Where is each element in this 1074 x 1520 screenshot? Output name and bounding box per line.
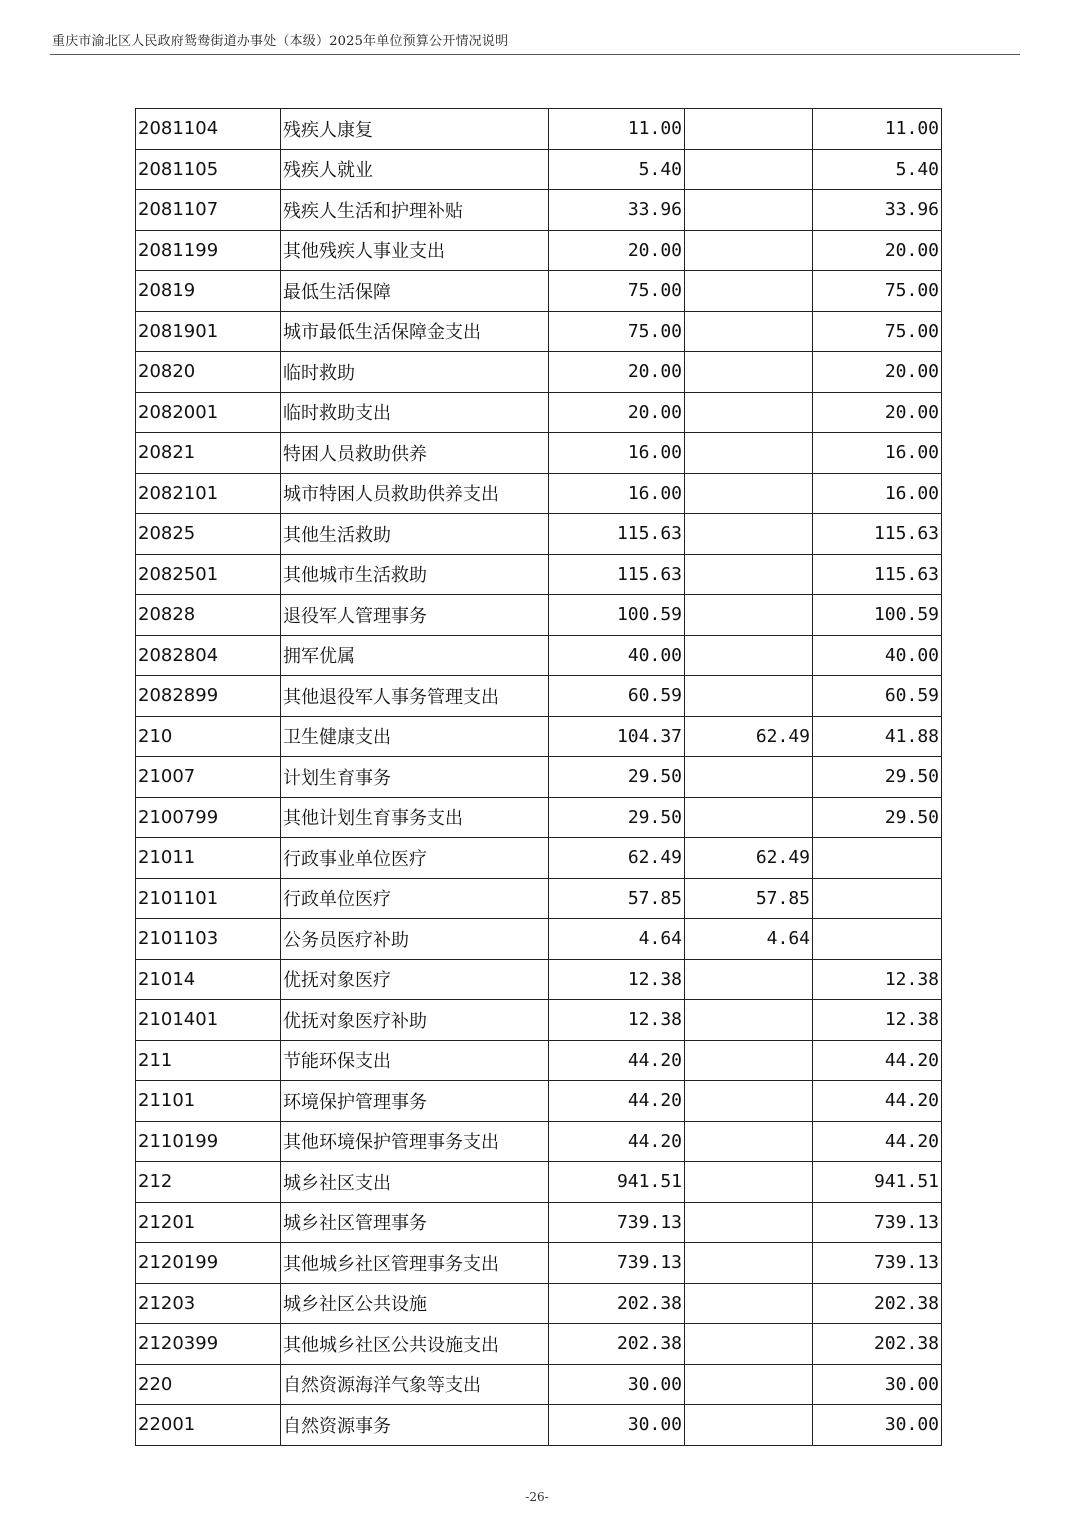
table-row <box>136 676 942 717</box>
subject-code-cell: 2081199 <box>136 230 281 271</box>
basic-expenditure-cell: 57.85 <box>685 878 813 919</box>
basic-expenditure-cell <box>685 433 813 474</box>
subject-name-cell: 拥军优属 <box>281 635 549 676</box>
basic-expenditure-cell <box>685 109 813 150</box>
total-amount-cell: 75.00 <box>549 311 685 352</box>
table-row <box>136 1324 942 1365</box>
project-expenditure-cell: 44.20 <box>813 1040 942 1081</box>
budget-table <box>135 108 942 1446</box>
total-amount-cell: 115.63 <box>549 514 685 555</box>
basic-expenditure-cell <box>685 676 813 717</box>
subject-code-cell: 2081105 <box>136 149 281 190</box>
basic-expenditure-cell <box>685 1202 813 1243</box>
total-amount-cell: 4.64 <box>549 919 685 960</box>
subject-name-cell: 其他城乡社区管理事务支出 <box>281 1243 549 1284</box>
basic-expenditure-cell <box>685 190 813 231</box>
project-expenditure-cell: 29.50 <box>813 757 942 798</box>
total-amount-cell: 33.96 <box>549 190 685 231</box>
basic-expenditure-cell <box>685 1121 813 1162</box>
basic-expenditure-cell <box>685 1040 813 1081</box>
table-row <box>136 149 942 190</box>
total-amount-cell: 30.00 <box>549 1405 685 1446</box>
project-expenditure-cell: 16.00 <box>813 473 942 514</box>
subject-name-cell: 城市特困人员救助供养支出 <box>281 473 549 514</box>
basic-expenditure-cell <box>685 1243 813 1284</box>
basic-expenditure-cell <box>685 554 813 595</box>
subject-code-cell: 211 <box>136 1040 281 1081</box>
project-expenditure-cell: 115.63 <box>813 554 942 595</box>
subject-name-cell: 退役军人管理事务 <box>281 595 549 636</box>
basic-expenditure-cell <box>685 797 813 838</box>
table-row <box>136 271 942 312</box>
basic-expenditure-cell: 62.49 <box>685 716 813 757</box>
table-row <box>136 716 942 757</box>
table-row <box>136 473 942 514</box>
project-expenditure-cell: 75.00 <box>813 271 942 312</box>
basic-expenditure-cell <box>685 352 813 393</box>
total-amount-cell: 202.38 <box>549 1324 685 1365</box>
basic-expenditure-cell <box>685 311 813 352</box>
project-expenditure-cell: 941.51 <box>813 1162 942 1203</box>
table-row <box>136 838 942 879</box>
page-number: -26- <box>525 1490 549 1504</box>
project-expenditure-cell: 33.96 <box>813 190 942 231</box>
project-expenditure-cell <box>813 838 942 879</box>
subject-code-cell: 20825 <box>136 514 281 555</box>
subject-name-cell: 优抚对象医疗 <box>281 959 549 1000</box>
subject-code-cell: 2081104 <box>136 109 281 150</box>
project-expenditure-cell <box>813 878 942 919</box>
total-amount-cell: 202.38 <box>549 1283 685 1324</box>
project-expenditure-cell: 44.20 <box>813 1081 942 1122</box>
project-expenditure-cell: 12.38 <box>813 1000 942 1041</box>
subject-name-cell: 残疾人康复 <box>281 109 549 150</box>
project-expenditure-cell: 11.00 <box>813 109 942 150</box>
total-amount-cell: 29.50 <box>549 757 685 798</box>
table-row <box>136 311 942 352</box>
subject-code-cell: 2101103 <box>136 919 281 960</box>
total-amount-cell: 44.20 <box>549 1040 685 1081</box>
subject-name-cell: 残疾人生活和护理补贴 <box>281 190 549 231</box>
header-divider <box>50 54 1020 55</box>
basic-expenditure-cell <box>685 392 813 433</box>
subject-code-cell: 210 <box>136 716 281 757</box>
project-expenditure-cell: 100.59 <box>813 595 942 636</box>
subject-code-cell: 2082899 <box>136 676 281 717</box>
subject-code-cell: 2082001 <box>136 392 281 433</box>
project-expenditure-cell: 5.40 <box>813 149 942 190</box>
subject-code-cell: 2081901 <box>136 311 281 352</box>
table-row <box>136 1040 942 1081</box>
total-amount-cell: 739.13 <box>549 1202 685 1243</box>
subject-code-cell: 2082101 <box>136 473 281 514</box>
subject-code-cell: 2081107 <box>136 190 281 231</box>
project-expenditure-cell: 739.13 <box>813 1202 942 1243</box>
total-amount-cell: 57.85 <box>549 878 685 919</box>
project-expenditure-cell: 40.00 <box>813 635 942 676</box>
table-row <box>136 190 942 231</box>
table-row <box>136 919 942 960</box>
table-row <box>136 392 942 433</box>
table-row <box>136 1162 942 1203</box>
table-row <box>136 1364 942 1405</box>
subject-name-cell: 计划生育事务 <box>281 757 549 798</box>
subject-code-cell: 2120199 <box>136 1243 281 1284</box>
table-row <box>136 1405 942 1446</box>
subject-name-cell: 优抚对象医疗补助 <box>281 1000 549 1041</box>
total-amount-cell: 115.63 <box>549 554 685 595</box>
subject-code-cell: 2100799 <box>136 797 281 838</box>
project-expenditure-cell: 202.38 <box>813 1283 942 1324</box>
table-row <box>136 1121 942 1162</box>
subject-code-cell: 20819 <box>136 271 281 312</box>
basic-expenditure-cell <box>685 635 813 676</box>
project-expenditure-cell: 12.38 <box>813 959 942 1000</box>
total-amount-cell: 44.20 <box>549 1121 685 1162</box>
subject-name-cell: 特困人员救助供养 <box>281 433 549 474</box>
subject-name-cell: 环境保护管理事务 <box>281 1081 549 1122</box>
subject-name-cell: 卫生健康支出 <box>281 716 549 757</box>
page-header-title: 重庆市渝北区人民政府鸳鸯街道办事处（本级）2025年单位预算公开情况说明 <box>52 34 509 49</box>
project-expenditure-cell: 20.00 <box>813 352 942 393</box>
subject-name-cell: 其他残疾人事业支出 <box>281 230 549 271</box>
subject-code-cell: 212 <box>136 1162 281 1203</box>
table-row <box>136 1283 942 1324</box>
subject-name-cell: 自然资源海洋气象等支出 <box>281 1364 549 1405</box>
subject-name-cell: 其他退役军人事务管理支出 <box>281 676 549 717</box>
table-row <box>136 1202 942 1243</box>
project-expenditure-cell: 20.00 <box>813 230 942 271</box>
total-amount-cell: 20.00 <box>549 352 685 393</box>
total-amount-cell: 739.13 <box>549 1243 685 1284</box>
subject-code-cell: 22001 <box>136 1405 281 1446</box>
subject-code-cell: 2082804 <box>136 635 281 676</box>
subject-name-cell: 残疾人就业 <box>281 149 549 190</box>
total-amount-cell: 16.00 <box>549 433 685 474</box>
project-expenditure-cell: 30.00 <box>813 1405 942 1446</box>
table-row <box>136 433 942 474</box>
project-expenditure-cell: 202.38 <box>813 1324 942 1365</box>
subject-name-cell: 自然资源事务 <box>281 1405 549 1446</box>
subject-code-cell: 21101 <box>136 1081 281 1122</box>
project-expenditure-cell: 44.20 <box>813 1121 942 1162</box>
project-expenditure-cell: 75.00 <box>813 311 942 352</box>
subject-name-cell: 其他环境保护管理事务支出 <box>281 1121 549 1162</box>
subject-name-cell: 其他城乡社区公共设施支出 <box>281 1324 549 1365</box>
total-amount-cell: 62.49 <box>549 838 685 879</box>
subject-name-cell: 临时救助 <box>281 352 549 393</box>
project-expenditure-cell: 29.50 <box>813 797 942 838</box>
basic-expenditure-cell <box>685 1283 813 1324</box>
subject-name-cell: 城乡社区管理事务 <box>281 1202 549 1243</box>
subject-code-cell: 20828 <box>136 595 281 636</box>
subject-name-cell: 其他计划生育事务支出 <box>281 797 549 838</box>
project-expenditure-cell: 30.00 <box>813 1364 942 1405</box>
subject-name-cell: 行政事业单位医疗 <box>281 838 549 879</box>
project-expenditure-cell: 739.13 <box>813 1243 942 1284</box>
budget-table-body <box>136 109 942 1446</box>
total-amount-cell: 29.50 <box>549 797 685 838</box>
total-amount-cell: 75.00 <box>549 271 685 312</box>
project-expenditure-cell: 16.00 <box>813 433 942 474</box>
subject-code-cell: 2110199 <box>136 1121 281 1162</box>
subject-code-cell: 21201 <box>136 1202 281 1243</box>
subject-name-cell: 公务员医疗补助 <box>281 919 549 960</box>
table-row <box>136 352 942 393</box>
basic-expenditure-cell <box>685 473 813 514</box>
total-amount-cell: 12.38 <box>549 959 685 1000</box>
subject-code-cell: 2082501 <box>136 554 281 595</box>
project-expenditure-cell: 20.00 <box>813 392 942 433</box>
total-amount-cell: 100.59 <box>549 595 685 636</box>
subject-name-cell: 其他生活救助 <box>281 514 549 555</box>
basic-expenditure-cell: 4.64 <box>685 919 813 960</box>
basic-expenditure-cell <box>685 1081 813 1122</box>
basic-expenditure-cell <box>685 1364 813 1405</box>
total-amount-cell: 16.00 <box>549 473 685 514</box>
subject-name-cell: 行政单位医疗 <box>281 878 549 919</box>
basic-expenditure-cell <box>685 595 813 636</box>
table-row <box>136 230 942 271</box>
table-row <box>136 514 942 555</box>
basic-expenditure-cell <box>685 757 813 798</box>
table-row <box>136 554 942 595</box>
subject-code-cell: 2120399 <box>136 1324 281 1365</box>
table-row <box>136 1243 942 1284</box>
basic-expenditure-cell <box>685 149 813 190</box>
subject-name-cell: 最低生活保障 <box>281 271 549 312</box>
table-row <box>136 1000 942 1041</box>
subject-code-cell: 21014 <box>136 959 281 1000</box>
subject-name-cell: 城市最低生活保障金支出 <box>281 311 549 352</box>
basic-expenditure-cell <box>685 514 813 555</box>
subject-name-cell: 其他城市生活救助 <box>281 554 549 595</box>
project-expenditure-cell <box>813 919 942 960</box>
total-amount-cell: 104.37 <box>549 716 685 757</box>
subject-name-cell: 临时救助支出 <box>281 392 549 433</box>
total-amount-cell: 11.00 <box>549 109 685 150</box>
basic-expenditure-cell <box>685 1324 813 1365</box>
subject-code-cell: 21203 <box>136 1283 281 1324</box>
basic-expenditure-cell <box>685 1162 813 1203</box>
subject-code-cell: 20820 <box>136 352 281 393</box>
total-amount-cell: 30.00 <box>549 1364 685 1405</box>
table-row <box>136 635 942 676</box>
total-amount-cell: 941.51 <box>549 1162 685 1203</box>
table-row <box>136 1081 942 1122</box>
basic-expenditure-cell <box>685 230 813 271</box>
table-row <box>136 959 942 1000</box>
total-amount-cell: 44.20 <box>549 1081 685 1122</box>
basic-expenditure-cell <box>685 271 813 312</box>
table-row <box>136 595 942 636</box>
subject-code-cell: 20821 <box>136 433 281 474</box>
subject-code-cell: 220 <box>136 1364 281 1405</box>
subject-name-cell: 节能环保支出 <box>281 1040 549 1081</box>
basic-expenditure-cell <box>685 1000 813 1041</box>
table-row <box>136 878 942 919</box>
total-amount-cell: 60.59 <box>549 676 685 717</box>
basic-expenditure-cell <box>685 1405 813 1446</box>
subject-code-cell: 21011 <box>136 838 281 879</box>
table-row <box>136 797 942 838</box>
subject-code-cell: 21007 <box>136 757 281 798</box>
total-amount-cell: 40.00 <box>549 635 685 676</box>
total-amount-cell: 20.00 <box>549 392 685 433</box>
subject-name-cell: 城乡社区公共设施 <box>281 1283 549 1324</box>
basic-expenditure-cell: 62.49 <box>685 838 813 879</box>
project-expenditure-cell: 115.63 <box>813 514 942 555</box>
subject-code-cell: 2101401 <box>136 1000 281 1041</box>
total-amount-cell: 5.40 <box>549 149 685 190</box>
table-row <box>136 757 942 798</box>
total-amount-cell: 20.00 <box>549 230 685 271</box>
project-expenditure-cell: 60.59 <box>813 676 942 717</box>
subject-name-cell: 城乡社区支出 <box>281 1162 549 1203</box>
project-expenditure-cell: 41.88 <box>813 716 942 757</box>
subject-code-cell: 2101101 <box>136 878 281 919</box>
basic-expenditure-cell <box>685 959 813 1000</box>
total-amount-cell: 12.38 <box>549 1000 685 1041</box>
table-row <box>136 109 942 150</box>
